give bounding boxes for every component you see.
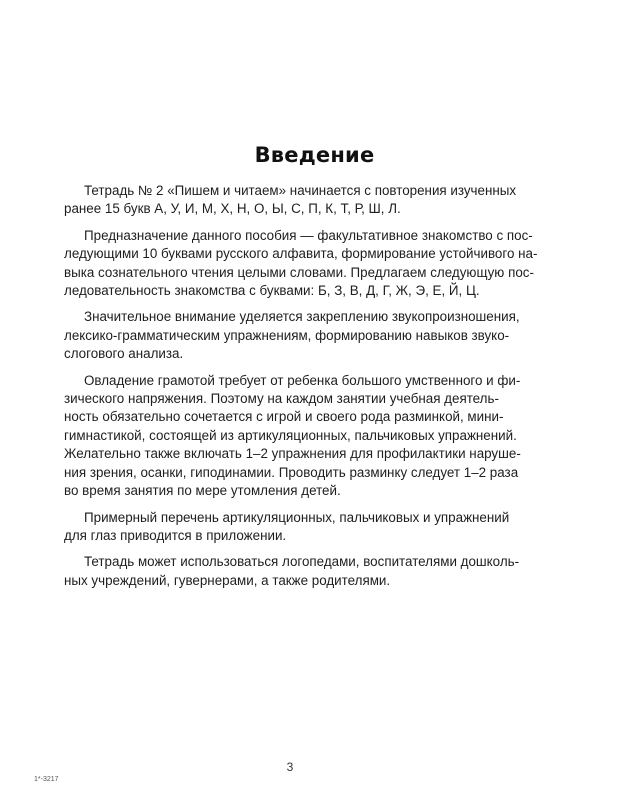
text-line: для глаз приводится в приложении. <box>64 527 287 543</box>
body-text <box>64 182 562 598</box>
print-code: 1*-3217 <box>34 776 59 783</box>
text-line: выка сознательного чтения целыми словами. Предлагаем следующую пос- <box>64 264 534 280</box>
text-line: Предназначение данного пособия — факультативное знакомство с пос- <box>84 227 533 243</box>
text-line: Значительное внимание уделяется закреплению звукопроизношения, <box>84 309 520 325</box>
text-line: зического напряжения. Поэтому на каждом занятии учебная деятель- <box>64 391 499 407</box>
text-line: Желательно также включать 1–2 упражнения для профилактики наруше- <box>64 446 521 462</box>
text-line: Тетрадь № 2 «Пишем и читаем» начинается с повторения изученных <box>84 183 517 198</box>
text-line: ных учреждений, гувернерами, а также родителями. <box>64 572 391 588</box>
paragraph-1 <box>64 182 562 219</box>
text-line: лексико-грамматическим упражнениям, формированию навыков звуко- <box>64 327 510 343</box>
text-line: во время занятия по мере утомления детей. <box>64 483 341 499</box>
text-line: ния зрения, осанки, гиподинамии. Проводить разминку следует 1–2 раза <box>64 464 519 480</box>
page-number: 3 <box>286 760 294 774</box>
text-line: Овладение грамотой требует от ребенка большого умственного и фи- <box>84 372 521 388</box>
paragraph-2 <box>64 227 562 301</box>
paragraph-6 <box>64 553 562 590</box>
text-line: ледовательность знакомства с буквами: Б, З, В, Д, Г, Ж, Э, Е, Й, Ц. <box>64 283 480 299</box>
text-line: ность обязательно сочетается с игрой и своего рода разминкой, мини- <box>64 409 504 425</box>
text-line: Примерный перечень артикуляционных, пальчиковых и упражнений <box>84 509 510 525</box>
text-line: слогового анализа. <box>64 346 184 362</box>
page-title: Введение <box>254 143 375 167</box>
text-line: Тетрадь может использоваться логопедами, воспитателями дошколь- <box>84 554 520 570</box>
text-line: ледующими 10 буквами русского алфавита, формирование устойчивого на- <box>64 246 538 262</box>
paragraph-4 <box>64 372 562 501</box>
text-line: гимнастикой, состоящей из артикуляционных, пальчиковых упражнений. <box>64 427 517 443</box>
text-line: ранее 15 букв А, У, И, М, Х, Н, О, Ы, С, П, К, Т, Р, Ш, Л. <box>64 201 401 217</box>
paragraph-3 <box>64 308 562 363</box>
paragraph-5 <box>64 509 562 546</box>
